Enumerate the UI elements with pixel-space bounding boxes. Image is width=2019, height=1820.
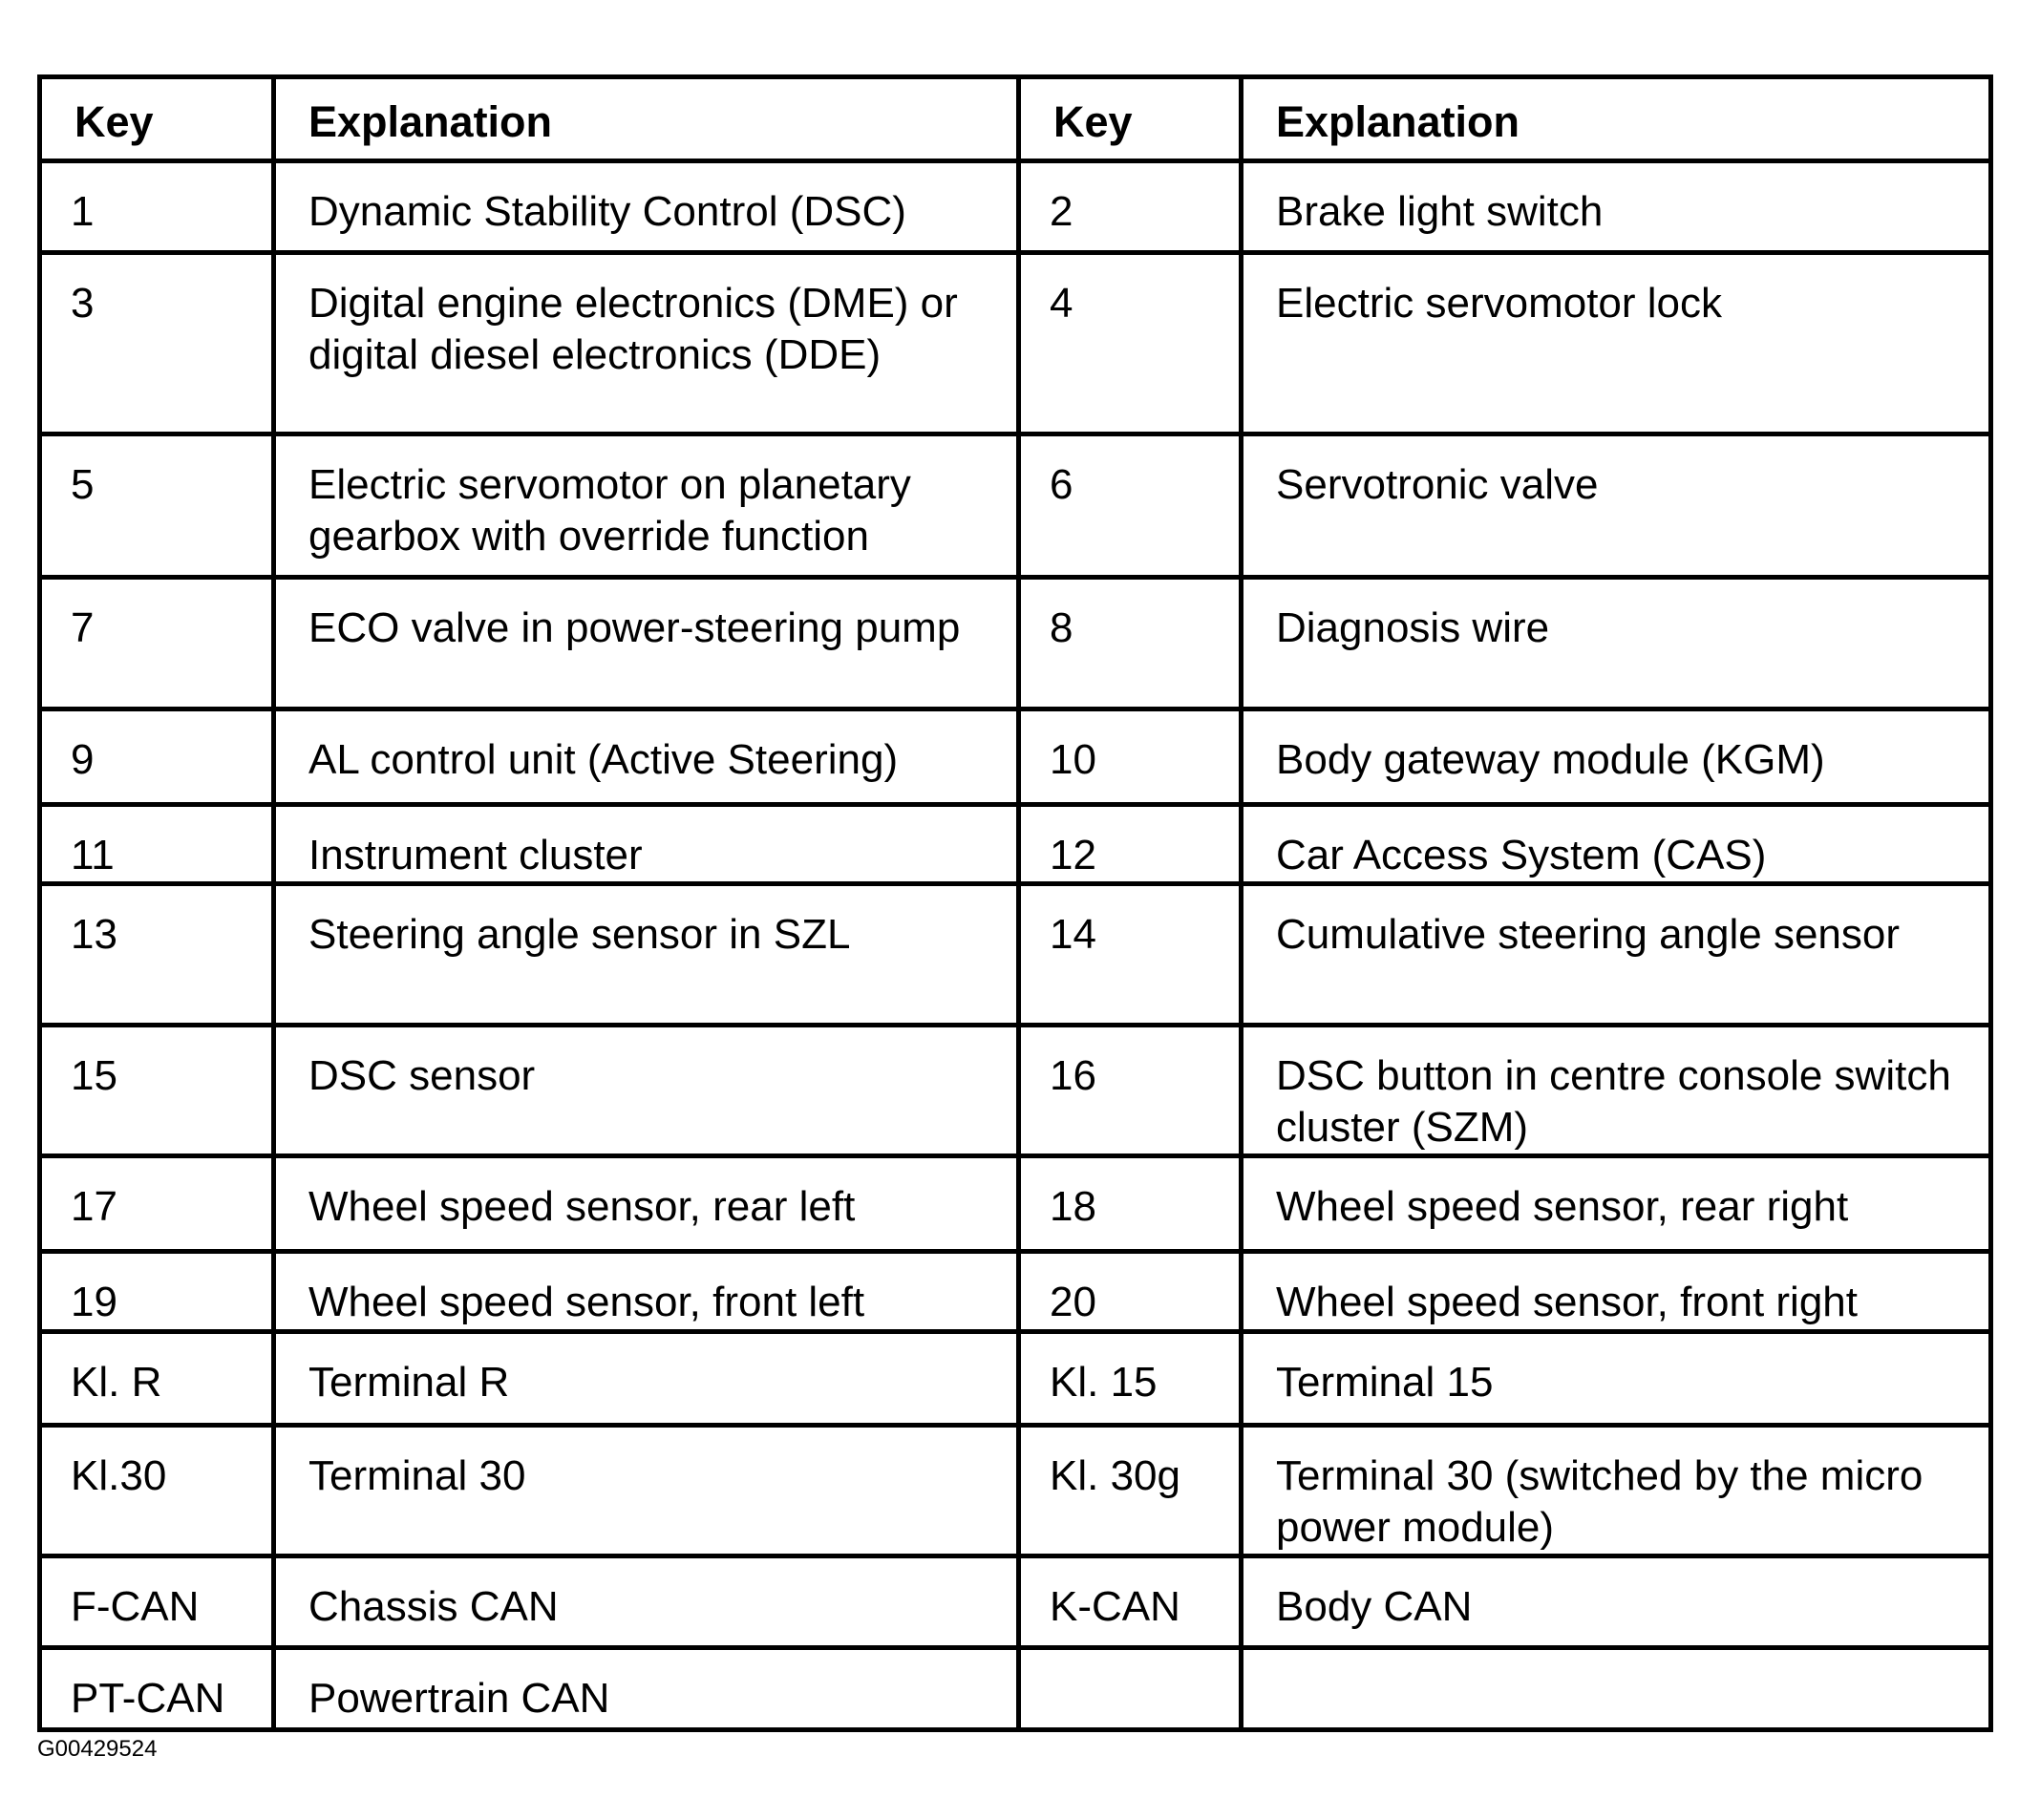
explanation-cell: Electric servomotor on planetary gearbox with override function — [274, 434, 1019, 578]
table-row — [40, 253, 1991, 434]
key-cell: 8 — [1019, 578, 1242, 709]
explanation-cell: Terminal 30 (switched by the micro power module) — [1242, 1426, 1991, 1556]
table-row — [40, 434, 1991, 578]
key-cell: K-CAN — [1019, 1556, 1242, 1648]
table-row — [40, 1648, 1991, 1730]
explanation-cell: Terminal R — [274, 1332, 1019, 1426]
key-cell: F-CAN — [40, 1556, 274, 1648]
key-cell: 1 — [40, 161, 274, 253]
key-cell: Kl. 30g — [1019, 1426, 1242, 1556]
table-row — [40, 1026, 1991, 1156]
key-cell: 10 — [1019, 709, 1242, 805]
table-row — [40, 1156, 1991, 1252]
table-row — [40, 884, 1991, 1026]
explanation-cell: DSC sensor — [274, 1026, 1019, 1156]
explanation-cell: Cumulative steering angle sensor — [1242, 884, 1991, 1026]
table-row — [40, 161, 1991, 253]
key-cell: 7 — [40, 578, 274, 709]
key-cell — [1019, 1648, 1242, 1730]
key-cell: 3 — [40, 253, 274, 434]
table-row — [40, 578, 1991, 709]
key-cell: 15 — [40, 1026, 274, 1156]
explanation-cell: Diagnosis wire — [1242, 578, 1991, 709]
key-cell: 6 — [1019, 434, 1242, 578]
explanation-cell — [1242, 1648, 1991, 1730]
explanation-cell: Chassis CAN — [274, 1556, 1019, 1648]
explanation-cell: Digital engine electronics (DME) or digital diesel electronics (DDE) — [274, 253, 1019, 434]
explanation-cell: AL control unit (Active Steering) — [274, 709, 1019, 805]
key-cell: 12 — [1019, 805, 1242, 884]
key-cell: 18 — [1019, 1156, 1242, 1252]
table-row — [40, 805, 1991, 884]
header-explanation-right: Explanation — [1242, 77, 1991, 161]
key-cell: Kl. R — [40, 1332, 274, 1426]
header-key-left: Key — [40, 77, 274, 161]
key-cell: 9 — [40, 709, 274, 805]
explanation-cell: Wheel speed sensor, front left — [274, 1252, 1019, 1332]
key-cell: 19 — [40, 1252, 274, 1332]
key-cell: 16 — [1019, 1026, 1242, 1156]
key-cell: PT-CAN — [40, 1648, 274, 1730]
figure-id: G00429524 — [37, 1736, 158, 1762]
explanation-cell: Servotronic valve — [1242, 434, 1991, 578]
key-cell: 2 — [1019, 161, 1242, 253]
table-row — [40, 709, 1991, 805]
explanation-cell: Wheel speed sensor, rear right — [1242, 1156, 1991, 1252]
explanation-cell: Powertrain CAN — [274, 1648, 1019, 1730]
key-cell: 4 — [1019, 253, 1242, 434]
table-row — [40, 1556, 1991, 1648]
key-cell: 11 — [40, 805, 274, 884]
table-row — [40, 1332, 1991, 1426]
table-row — [40, 1426, 1991, 1556]
explanation-cell: Terminal 15 — [1242, 1332, 1991, 1426]
explanation-cell: Dynamic Stability Control (DSC) — [274, 161, 1019, 253]
header-explanation-left: Explanation — [274, 77, 1019, 161]
explanation-cell: Electric servomotor lock — [1242, 253, 1991, 434]
explanation-cell: Body gateway module (KGM) — [1242, 709, 1991, 805]
key-cell: 14 — [1019, 884, 1242, 1026]
explanation-cell: DSC button in centre console switch cluster (SZM) — [1242, 1026, 1991, 1156]
explanation-cell: Wheel speed sensor, front right — [1242, 1252, 1991, 1332]
explanation-cell: Terminal 30 — [274, 1426, 1019, 1556]
explanation-cell: Body CAN — [1242, 1556, 1991, 1648]
legend-table — [37, 74, 1993, 1732]
explanation-cell: Brake light switch — [1242, 161, 1991, 253]
key-cell: 5 — [40, 434, 274, 578]
table-row — [40, 1252, 1991, 1332]
key-cell: 17 — [40, 1156, 274, 1252]
key-cell: Kl. 15 — [1019, 1332, 1242, 1426]
explanation-cell: ECO valve in power-steering pump — [274, 578, 1019, 709]
key-cell: Kl.30 — [40, 1426, 274, 1556]
explanation-cell: Wheel speed sensor, rear left — [274, 1156, 1019, 1252]
key-cell: 20 — [1019, 1252, 1242, 1332]
explanation-cell: Instrument cluster — [274, 805, 1019, 884]
header-row — [40, 77, 1991, 161]
explanation-cell: Steering angle sensor in SZL — [274, 884, 1019, 1026]
explanation-cell: Car Access System (CAS) — [1242, 805, 1991, 884]
key-cell: 13 — [40, 884, 274, 1026]
header-key-right: Key — [1019, 77, 1242, 161]
